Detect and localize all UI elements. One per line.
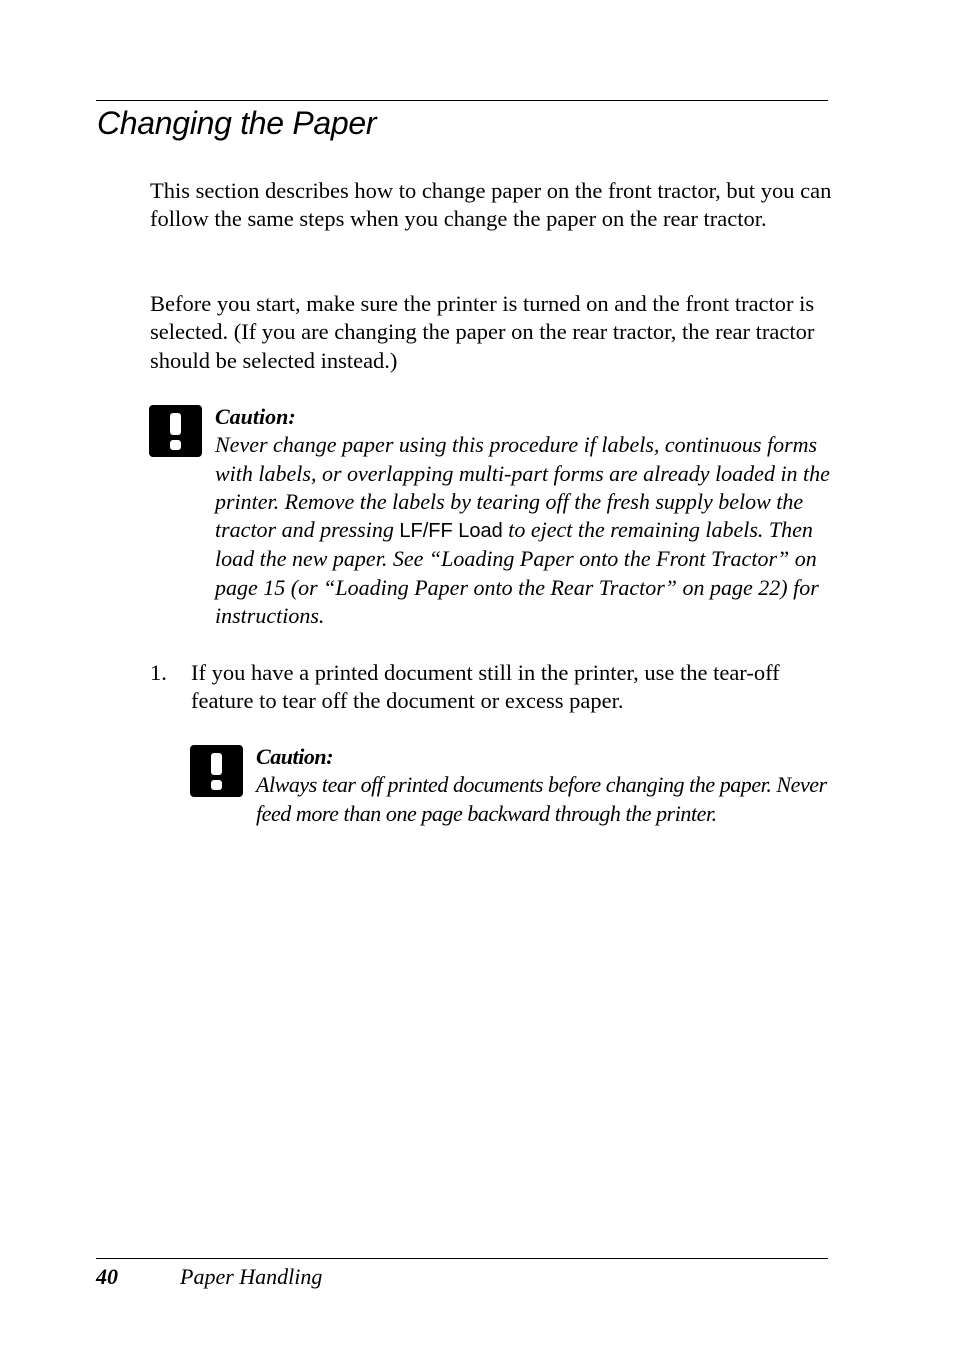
caution-text-2 — [256, 743, 836, 828]
caution-body-2: Always tear off printed documents before changing the paper. Never feed more than one page backward through the printer. — [256, 772, 827, 826]
footer-section-name: Paper Handling — [180, 1264, 323, 1289]
step-1-text: If you have a printed document still in the printer, use the tear-off feature to tear off the document or excess paper. — [191, 660, 780, 714]
footer-rule — [96, 1258, 828, 1259]
caution-exclamation-icon — [190, 745, 243, 797]
intro-paragraph-1: This section describes how to change paper on the front tractor, but you can follow the same steps when you change the paper on the rear tractor. — [150, 178, 832, 232]
caution-body-1-part-2: to eject the remaining labels. Then load the new paper. See “Loading Paper onto the Front Tractor” on page 15 (or “Loading Paper onto the Rear Tractor” on page 22) for instructions. — [215, 517, 819, 629]
caution-text-1 — [215, 403, 835, 630]
page-title: Changing the Paper — [97, 105, 377, 141]
lf-ff-load-key-label: LF/FF Load — [399, 520, 503, 543]
caution-body-1-part-1: Never change paper using this procedure if labels, continuous forms with labels, or overlapping multi-part forms are already loaded in the printer. Remove the labels by tearing off the fresh supply below the tractor and pressing — [215, 432, 830, 543]
step-1-number: 1. — [150, 660, 167, 685]
caution-title-2: Caution: — [256, 744, 334, 769]
intro-paragraph-2: Before you start, make sure the printer is turned on and the front tractor is selected. (If you are changing the paper on the rear tractor, the rear tractor should be selected instead.) — [150, 291, 815, 373]
caution-exclamation-icon — [149, 405, 202, 457]
page-number: 40 — [96, 1264, 118, 1289]
caution-title-1: Caution: — [215, 404, 296, 429]
